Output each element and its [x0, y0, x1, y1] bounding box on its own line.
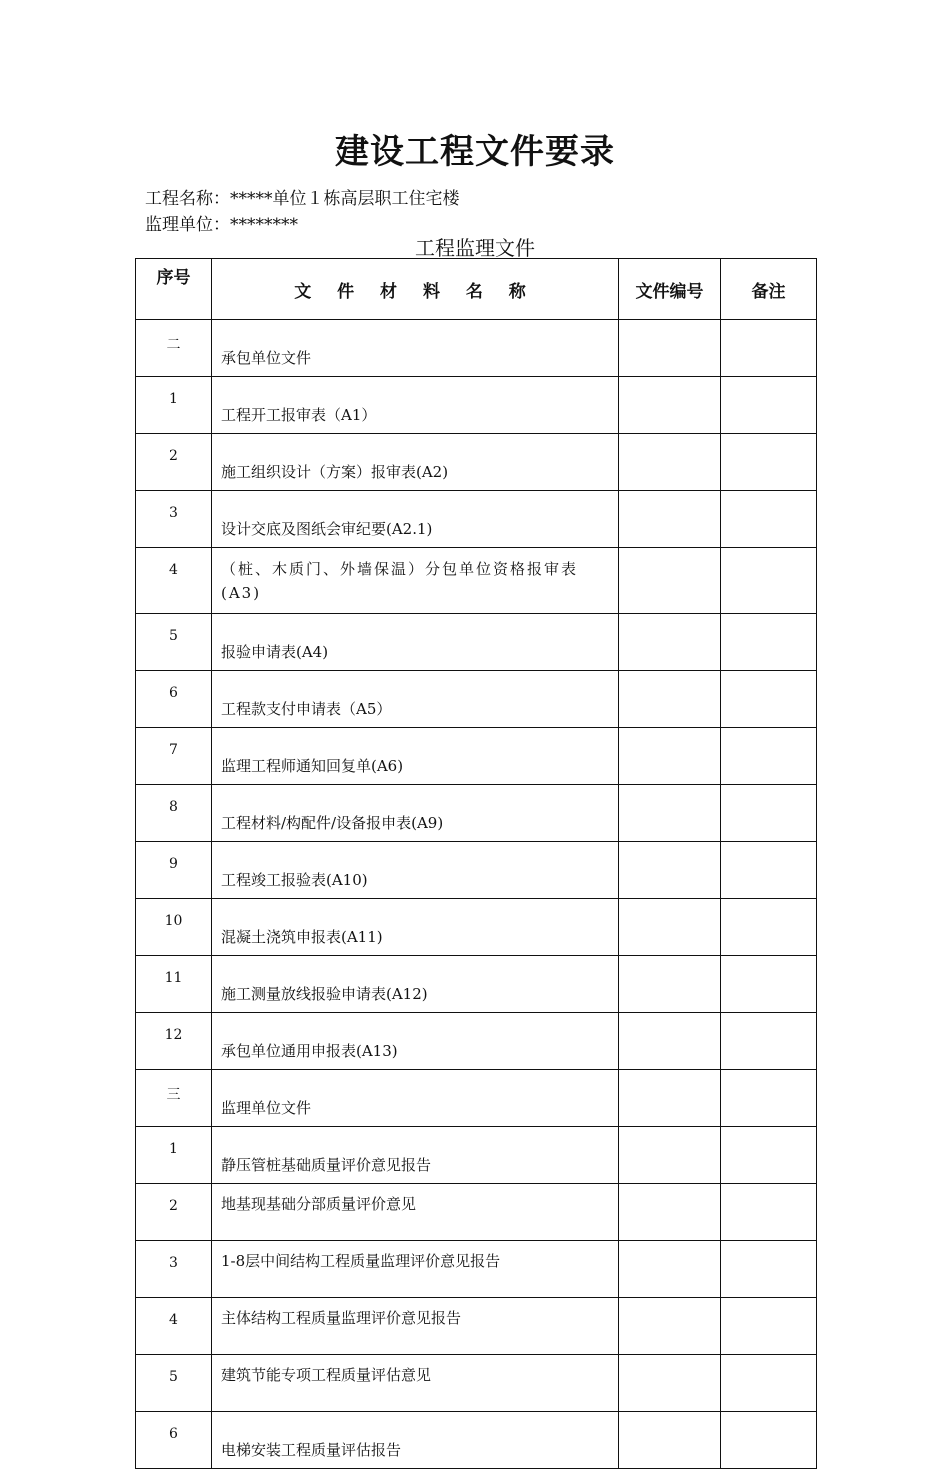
supervisor-value: ******** — [230, 215, 298, 235]
header-code: 文件编号 — [619, 259, 721, 320]
row-seq: 11 — [136, 956, 212, 1013]
row-seq: 5 — [136, 1355, 212, 1412]
table-row — [136, 842, 817, 899]
row-name: 工程竣工报验表(A10) — [212, 842, 619, 899]
row-note — [721, 842, 817, 899]
table-row — [136, 434, 817, 491]
row-code — [619, 728, 721, 785]
row-name: 工程开工报审表（A1） — [212, 377, 619, 434]
row-note — [721, 671, 817, 728]
row-seq: 4 — [136, 548, 212, 614]
table-row — [136, 1070, 817, 1127]
row-note — [721, 1298, 817, 1355]
section-subtitle: 工程监理文件 — [415, 236, 535, 260]
row-note — [721, 1184, 817, 1241]
row-code — [619, 842, 721, 899]
row-seq: 1 — [136, 1127, 212, 1184]
project-name-value: *****单位１栋高层职工住宅楼 — [230, 189, 460, 209]
table-row — [136, 728, 817, 785]
row-name: 建筑节能专项工程质量评估意见 — [212, 1355, 619, 1412]
row-code — [619, 1013, 721, 1070]
row-note — [721, 785, 817, 842]
row-seq: 8 — [136, 785, 212, 842]
file-list-table — [135, 258, 817, 1469]
row-code — [619, 1298, 721, 1355]
row-name: 工程材料/构配件/设备报申表(A9) — [212, 785, 619, 842]
row-note — [721, 614, 817, 671]
row-seq: 3 — [136, 491, 212, 548]
table-row — [136, 320, 817, 377]
table-row — [136, 1412, 817, 1469]
table-row — [136, 1355, 817, 1412]
row-code — [619, 956, 721, 1013]
row-seq: 9 — [136, 842, 212, 899]
row-name: 静压管桩基础质量评价意见报告 — [212, 1127, 619, 1184]
row-name: 报验申请表(A4) — [212, 614, 619, 671]
table-row — [136, 1184, 817, 1241]
row-name: 监理工程师通知回复单(A6) — [212, 728, 619, 785]
table-row — [136, 1298, 817, 1355]
row-note — [721, 956, 817, 1013]
row-seq: 5 — [136, 614, 212, 671]
row-code — [619, 1070, 721, 1127]
row-seq: 2 — [136, 434, 212, 491]
document-title: 建设工程文件要录 — [335, 132, 615, 172]
row-code — [619, 899, 721, 956]
header-seq: 序号 — [136, 259, 212, 320]
row-note — [721, 377, 817, 434]
table-row — [136, 899, 817, 956]
row-note — [721, 899, 817, 956]
row-name: 施工组织设计（方案）报审表(A2) — [212, 434, 619, 491]
row-code — [619, 320, 721, 377]
row-code — [619, 671, 721, 728]
table-row — [136, 614, 817, 671]
row-seq: 6 — [136, 671, 212, 728]
row-seq: 12 — [136, 1013, 212, 1070]
table-row — [136, 491, 817, 548]
row-code — [619, 1241, 721, 1298]
row-seq: 3 — [136, 1241, 212, 1298]
row-note — [721, 548, 817, 614]
row-code — [619, 614, 721, 671]
row-note — [721, 1241, 817, 1298]
row-code — [619, 1412, 721, 1469]
row-code — [619, 548, 721, 614]
row-seq: 1 — [136, 377, 212, 434]
row-name: 承包单位通用申报表(A13) — [212, 1013, 619, 1070]
row-code — [619, 1184, 721, 1241]
row-note — [721, 1355, 817, 1412]
row-name: （桩、木质门、外墙保温）分包单位资格报审表(A3) — [212, 548, 619, 614]
table-row — [136, 377, 817, 434]
table-header-row — [136, 259, 817, 320]
table-row — [136, 671, 817, 728]
row-code — [619, 434, 721, 491]
row-name: 地基现基础分部质量评价意见 — [212, 1184, 619, 1241]
row-seq: 6 — [136, 1412, 212, 1469]
row-name: 1-8层中间结构工程质量监理评价意见报告 — [212, 1241, 619, 1298]
row-seq: 4 — [136, 1298, 212, 1355]
row-seq: 二 — [136, 320, 212, 377]
table-row — [136, 1241, 817, 1298]
row-note — [721, 491, 817, 548]
header-note: 备注 — [721, 259, 817, 320]
row-note — [721, 1127, 817, 1184]
row-name: 设计交底及图纸会审纪要(A2.1) — [212, 491, 619, 548]
row-code — [619, 491, 721, 548]
row-note — [721, 434, 817, 491]
row-code — [619, 1127, 721, 1184]
row-code — [619, 785, 721, 842]
row-note — [721, 1070, 817, 1127]
row-name: 工程款支付申请表（A5） — [212, 671, 619, 728]
table-row — [136, 1013, 817, 1070]
supervisor-label: 监理单位： — [145, 215, 230, 235]
row-name: 承包单位文件 — [212, 320, 619, 377]
row-seq: 10 — [136, 899, 212, 956]
table-row — [136, 785, 817, 842]
row-note — [721, 1412, 817, 1469]
table-row — [136, 956, 817, 1013]
header-name: 文 件 材 料 名 称 — [212, 259, 619, 320]
project-name-line — [145, 184, 460, 209]
row-note — [721, 728, 817, 785]
row-name: 监理单位文件 — [212, 1070, 619, 1127]
row-name: 主体结构工程质量监理评价意见报告 — [212, 1298, 619, 1355]
table-row — [136, 548, 817, 614]
table-row — [136, 1127, 817, 1184]
row-note — [721, 320, 817, 377]
row-seq: 7 — [136, 728, 212, 785]
row-code — [619, 1355, 721, 1412]
row-seq: 2 — [136, 1184, 212, 1241]
row-code — [619, 377, 721, 434]
row-note — [721, 1013, 817, 1070]
row-name: 混凝土浇筑申报表(A11) — [212, 899, 619, 956]
row-name: 施工测量放线报验申请表(A12) — [212, 956, 619, 1013]
row-name: 电梯安装工程质量评估报告 — [212, 1412, 619, 1469]
row-seq: 三 — [136, 1070, 212, 1127]
project-name-label: 工程名称： — [145, 189, 230, 209]
